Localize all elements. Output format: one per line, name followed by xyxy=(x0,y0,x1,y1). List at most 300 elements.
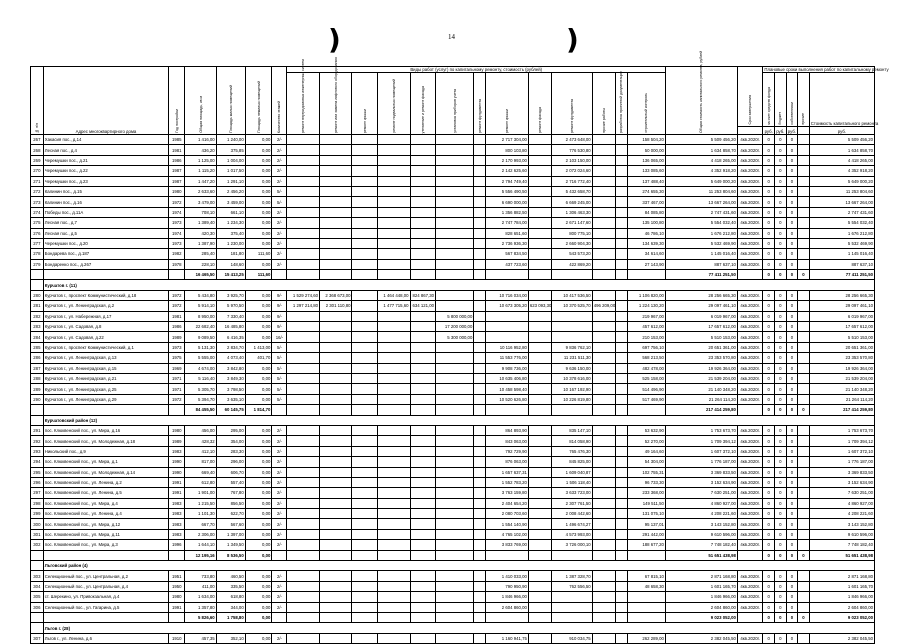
term-cell: 4кв.2020г. xyxy=(737,602,763,612)
year-cell: 1980 xyxy=(169,425,185,435)
area-total-cell: 412,10 xyxy=(185,446,216,456)
address-cell: Курчатов г., ул. Ленинградская, д.15 xyxy=(43,363,168,373)
work-cost-cell xyxy=(615,259,627,269)
subtotal-empty xyxy=(378,405,411,415)
term-cell: 4кв.2020г. xyxy=(737,633,763,643)
area-nonliving-cell: 0,00 xyxy=(245,373,272,383)
fund-cell: 0 xyxy=(775,259,787,269)
row-number: 280 xyxy=(31,290,44,300)
total-cell: 1 634 858,70 xyxy=(809,145,874,155)
term-cell: 4кв.2020г. xyxy=(737,301,763,311)
subtotal-total: 217 414 259,80 xyxy=(809,405,874,415)
address-cell: пос. Клюквенский пос., ул. Мира, д.4 xyxy=(43,498,168,508)
fund-cell: 0 xyxy=(786,353,798,363)
work-cost-cell xyxy=(627,602,665,612)
term-cell: 4кв.2020г. xyxy=(737,581,763,591)
work-cost-cell xyxy=(474,592,486,602)
work-cost-cell xyxy=(528,457,551,467)
work-cost-cell xyxy=(615,592,627,602)
section-header-row xyxy=(31,415,875,425)
area-total-cell: 1 115,20 xyxy=(185,166,216,176)
address-cell: Селекционный пос., ул. Центральная, д.4 xyxy=(43,581,168,591)
work-cost-cell xyxy=(410,457,436,467)
work-cost-cell xyxy=(615,529,627,539)
area-living-cell: 148,60 xyxy=(216,259,245,269)
total-cost-cell: 21 539 204,00 xyxy=(665,373,737,383)
work-cost-cell: 765 476,30 xyxy=(552,446,593,456)
table-row xyxy=(31,197,875,207)
year-cell: 1972 xyxy=(169,301,185,311)
work-cost-cell xyxy=(436,373,474,383)
total-cost-cell: 1 846 966,00 xyxy=(665,592,737,602)
subtotal-total: 9 023 052,00 xyxy=(809,612,874,622)
work-cost-cell: 1 552 783,20 xyxy=(485,477,528,487)
subtotal-empty xyxy=(378,270,411,280)
work-cost-cell xyxy=(319,477,352,487)
year-cell: 1910 xyxy=(169,633,185,643)
subtotal-empty xyxy=(287,270,320,280)
work-cost-cell xyxy=(528,207,551,217)
total-cell: 1 753 673,70 xyxy=(809,425,874,435)
area-total-cell: 817,00 xyxy=(185,457,216,467)
work-cost-cell: 567 834,50 xyxy=(485,249,528,259)
work-cost-cell: 517 469,90 xyxy=(627,394,665,404)
area-living-cell: 375,40 xyxy=(216,228,245,238)
year-cell: 1983 xyxy=(169,446,185,456)
total-cost-cell: 2 871 168,80 xyxy=(665,571,737,581)
row-number: 299 xyxy=(31,509,44,519)
total-cell: 1 607 372,10 xyxy=(809,446,874,456)
fund-cell: 0 xyxy=(763,176,775,186)
subtotal-empty xyxy=(474,550,486,560)
subtotal-empty xyxy=(352,550,378,560)
subtotal-empty xyxy=(287,612,320,622)
work-cost-cell xyxy=(319,446,352,456)
subtotal-fund: 0 xyxy=(775,270,787,280)
row-number: 295 xyxy=(31,467,44,477)
row-number: 279 xyxy=(31,259,44,269)
floors-cell: 5/- xyxy=(272,373,287,383)
area-nonliving-cell: 0,00 xyxy=(245,384,272,394)
address-cell: Хакасия пос., д.14 xyxy=(43,135,168,145)
work-cost-cell xyxy=(287,540,320,550)
area-living-cell: 344,00 xyxy=(216,602,245,612)
total-cell: 4 860 927,00 xyxy=(809,498,874,508)
work-cost-cell xyxy=(287,384,320,394)
fund-cell: 0 xyxy=(763,529,775,539)
subtotal-cost: 9 023 052,00 xyxy=(665,612,737,622)
work-cost-cell: 1 477 715,60 xyxy=(378,301,411,311)
total-cost-cell: 5 532 469,90 xyxy=(665,238,737,248)
work-cost-cell xyxy=(615,394,627,404)
floors-cell: 2/- xyxy=(272,436,287,446)
row-number: 307 xyxy=(31,633,44,643)
work-cost-cell xyxy=(528,384,551,394)
work-cost-cell xyxy=(378,633,411,643)
area-nonliving-cell: 0,00 xyxy=(245,166,272,176)
col-work-3-header: ремонт крыши xyxy=(352,73,378,135)
work-cost-cell xyxy=(528,529,551,539)
work-cost-cell xyxy=(528,176,551,186)
year-cell: 1950 xyxy=(169,581,185,591)
subtotal-empty xyxy=(485,405,528,415)
work-cost-cell xyxy=(287,238,320,248)
work-cost-cell xyxy=(615,322,627,332)
fund-cell: 0 xyxy=(775,633,787,643)
work-cost-cell: 824 867,30 xyxy=(410,290,436,300)
work-cost-cell xyxy=(319,498,352,508)
subtotal-total: 51 651 438,98 xyxy=(809,550,874,560)
work-cost-cell xyxy=(552,592,593,602)
floors-cell: 2/- xyxy=(272,477,287,487)
work-cost-cell xyxy=(592,145,615,155)
term-cell: 4кв.2020г. xyxy=(737,540,763,550)
work-cost-cell xyxy=(319,384,352,394)
total-cost-cell: 1 607 372,10 xyxy=(665,446,737,456)
work-cost-cell xyxy=(528,436,551,446)
work-cost-cell xyxy=(436,238,474,248)
row-number: 306 xyxy=(31,602,44,612)
fund-cell xyxy=(798,166,810,176)
area-living-cell: 335,50 xyxy=(216,581,245,591)
address-cell: Черемушки пос., д.21 xyxy=(43,155,168,165)
work-cost-cell xyxy=(528,592,551,602)
fund-cell xyxy=(798,529,810,539)
fund-cell xyxy=(798,425,810,435)
row-number: 292 xyxy=(31,436,44,446)
work-cost-cell: 219 967,00 xyxy=(627,311,665,321)
section-title: Льгов г. (28) xyxy=(43,623,874,633)
area-total-cell: 5 914,10 xyxy=(185,301,216,311)
area-total-cell: 1 447,20 xyxy=(185,176,216,186)
work-cost-cell xyxy=(287,633,320,643)
area-living-cell: 7 330,40 xyxy=(216,311,245,321)
work-cost-cell: 52 270,00 xyxy=(627,436,665,446)
work-cost-cell xyxy=(410,540,436,550)
total-cell: 20 651 361,00 xyxy=(809,342,874,352)
year-cell: 1972 xyxy=(169,290,185,300)
fund-cell: 0 xyxy=(775,332,787,342)
work-cost-cell xyxy=(352,155,378,165)
work-cost-cell xyxy=(410,384,436,394)
work-cost-cell: 634 121,00 xyxy=(410,301,436,311)
work-cost-cell xyxy=(352,166,378,176)
work-cost-cell xyxy=(410,581,436,591)
work-cost-cell xyxy=(592,176,615,186)
year-cell: 1986 xyxy=(169,322,185,332)
work-cost-cell: 131 075,10 xyxy=(627,509,665,519)
subtotal-fund: 0 xyxy=(798,612,810,622)
fund-cell: 0 xyxy=(786,498,798,508)
address-cell: Курчатов г., ул. Набережная, д.17 xyxy=(43,311,168,321)
work-cost-cell xyxy=(287,519,320,529)
work-cost-cell: 67 815,10 xyxy=(627,571,665,581)
work-cost-cell xyxy=(474,342,486,352)
fund-cell: 0 xyxy=(786,342,798,352)
total-cost-cell: 1 776 187,00 xyxy=(665,457,737,467)
fund-cell: 0 xyxy=(775,571,787,581)
fund-cell: 0 xyxy=(763,394,775,404)
work-cost-cell xyxy=(319,529,352,539)
area-living-cell: 1 349,50 xyxy=(216,540,245,550)
work-cost-cell xyxy=(410,197,436,207)
work-cost-cell xyxy=(319,332,352,342)
fund-cell: 0 xyxy=(763,290,775,300)
total-cell: 3 152 634,90 xyxy=(809,477,874,487)
table-row xyxy=(31,571,875,581)
term-cell: 4кв.2020г. xyxy=(737,467,763,477)
term-cell: 4кв.2020г. xyxy=(737,592,763,602)
work-cost-cell xyxy=(592,290,615,300)
work-cost-cell xyxy=(615,135,627,145)
work-cost-cell xyxy=(410,218,436,228)
work-cost-cell xyxy=(378,394,411,404)
address-cell: Никольский пос., д.9 xyxy=(43,446,168,456)
fund-cell: 0 xyxy=(775,197,787,207)
area-nonliving-cell: 0,00 xyxy=(245,301,272,311)
work-cost-cell xyxy=(410,249,436,259)
work-cost-cell: 5 800 000,00 xyxy=(436,311,474,321)
work-cost-cell: 2 307 761,50 xyxy=(552,498,593,508)
table-row xyxy=(31,145,875,155)
work-cost-cell xyxy=(474,311,486,321)
fund-cell: 0 xyxy=(763,249,775,259)
work-cost-cell xyxy=(436,498,474,508)
total-cost-cell: 1 676 212,80 xyxy=(665,228,737,238)
work-cost-cell: 457 612,00 xyxy=(627,322,665,332)
area-nonliving-cell: 0,00 xyxy=(245,633,272,643)
work-cost-cell xyxy=(378,186,411,196)
section-title: Льговский район (4) xyxy=(43,561,874,571)
work-cost-cell xyxy=(319,322,352,332)
fund-cell: 0 xyxy=(775,592,787,602)
work-cost-cell xyxy=(287,477,320,487)
area-nonliving-cell: 0,00 xyxy=(245,571,272,581)
total-cell: 29 097 461,10 xyxy=(809,301,874,311)
work-cost-cell xyxy=(378,311,411,321)
fund-cell: 0 xyxy=(775,373,787,383)
work-cost-cell xyxy=(615,446,627,456)
fund-cell: 0 xyxy=(775,446,787,456)
subtotal-empty xyxy=(352,270,378,280)
fund-cell: 0 xyxy=(775,176,787,186)
subtotal-fund: 0 xyxy=(786,550,798,560)
work-cost-cell: 2 080 703,60 xyxy=(485,509,528,519)
fund-cell: 0 xyxy=(763,633,775,643)
work-cost-cell xyxy=(615,498,627,508)
subtotal-cost: 77 411 251,50 xyxy=(665,270,737,280)
year-cell: 1989 xyxy=(169,436,185,446)
fund-cell: 0 xyxy=(786,457,798,467)
fund-cell: 0 xyxy=(786,373,798,383)
fund-cell: 0 xyxy=(775,581,787,591)
area-nonliving-cell: 0,00 xyxy=(245,457,272,467)
work-cost-cell xyxy=(436,436,474,446)
total-cell: 5 509 456,20 xyxy=(809,135,874,145)
fund-cell xyxy=(798,197,810,207)
work-cost-cell xyxy=(592,509,615,519)
subtotal-empty xyxy=(319,550,352,560)
work-cost-cell xyxy=(436,301,474,311)
area-nonliving-cell: 401,70 xyxy=(245,353,272,363)
work-cost-cell xyxy=(615,176,627,186)
work-cost-cell xyxy=(410,176,436,186)
area-total-cell: 669,40 xyxy=(185,467,216,477)
fund-cell: 0 xyxy=(786,197,798,207)
term-cell: 4кв.2020г. xyxy=(737,186,763,196)
subtotal-empty xyxy=(552,405,593,415)
fund-cell xyxy=(798,186,810,196)
fund-cell: 0 xyxy=(763,581,775,591)
total-cell: 1 601 165,70 xyxy=(809,581,874,591)
fund-cell: 0 xyxy=(775,384,787,394)
subtotal-empty xyxy=(737,550,763,560)
total-cell: 7 748 182,40 xyxy=(809,540,874,550)
work-cost-cell xyxy=(528,342,551,352)
fund-cell: 0 xyxy=(786,135,798,145)
subtotal-empty xyxy=(410,405,436,415)
total-cost-cell: 4 418 265,00 xyxy=(665,155,737,165)
work-cost-cell xyxy=(528,238,551,248)
work-cost-cell xyxy=(592,197,615,207)
area-living-cell: 1 234,30 xyxy=(216,218,245,228)
subtotal-fund: 0 xyxy=(763,270,775,280)
work-cost-cell xyxy=(592,467,615,477)
fund-cell: 0 xyxy=(763,155,775,165)
work-cost-cell xyxy=(378,228,411,238)
subtotal-empty xyxy=(592,550,615,560)
work-cost-cell xyxy=(410,602,436,612)
work-cost-cell xyxy=(615,218,627,228)
work-cost-cell: 845 825,00 xyxy=(552,457,593,467)
total-cost-cell: 887 637,10 xyxy=(665,259,737,269)
work-cost-cell xyxy=(615,311,627,321)
work-cost-cell: 2 660 904,30 xyxy=(552,238,593,248)
col-address-header: Адрес многоквартирного дома xyxy=(43,67,168,135)
floors-cell: 2/- xyxy=(272,135,287,145)
area-living-cell: 3 842,80 xyxy=(216,363,245,373)
area-living-cell: 622,70 xyxy=(216,509,245,519)
year-cell: 1983 xyxy=(169,509,185,519)
work-cost-cell xyxy=(319,353,352,363)
row-number: 301 xyxy=(31,529,44,539)
work-cost-cell xyxy=(592,571,615,581)
work-cost-cell xyxy=(615,467,627,477)
work-cost-cell xyxy=(436,155,474,165)
work-cost-cell xyxy=(319,592,352,602)
work-cost-cell xyxy=(378,353,411,363)
work-cost-cell xyxy=(592,166,615,176)
area-nonliving-cell: 0,00 xyxy=(245,207,272,217)
area-living-cell: 295,00 xyxy=(216,425,245,435)
area-total-cell: 420,30 xyxy=(185,228,216,238)
row-number: 289 xyxy=(31,384,44,394)
area-living-cell: 352,10 xyxy=(216,633,245,643)
subtotal-fund: 0 xyxy=(775,612,787,622)
work-cost-cell xyxy=(436,602,474,612)
work-cost-cell: 514 496,90 xyxy=(627,384,665,394)
area-living-cell: 856,50 xyxy=(216,498,245,508)
work-cost-cell: 136 065,00 xyxy=(627,155,665,165)
area-total-cell: 457,35 xyxy=(185,633,216,643)
work-cost-cell xyxy=(474,467,486,477)
work-cost-cell xyxy=(474,425,486,435)
work-cost-cell: 4 765 102,00 xyxy=(485,529,528,539)
work-cost-cell: 800 775,10 xyxy=(552,228,593,238)
work-cost-cell xyxy=(319,228,352,238)
work-cost-cell xyxy=(410,342,436,352)
work-cost-cell: 10 716 034,00 xyxy=(485,290,528,300)
work-cost-cell xyxy=(615,488,627,498)
work-cost-cell xyxy=(528,540,551,550)
fund-cell: 0 xyxy=(786,311,798,321)
subtotal-fund: 0 xyxy=(798,405,810,415)
col-work-11-header: прочие работы xyxy=(592,73,615,135)
work-cost-cell xyxy=(474,384,486,394)
total-cell: 17 657 612,00 xyxy=(809,322,874,332)
work-cost-cell xyxy=(592,228,615,238)
floors-cell: 2/- xyxy=(272,176,287,186)
work-cost-cell xyxy=(474,207,486,217)
table-row xyxy=(31,540,875,550)
row-number: 302 xyxy=(31,540,44,550)
work-cost-cell xyxy=(528,633,551,643)
work-cost-cell xyxy=(378,488,411,498)
row-number: 290 xyxy=(31,394,44,404)
subtotal-empty xyxy=(552,270,593,280)
work-cost-cell xyxy=(410,166,436,176)
table-row xyxy=(31,186,875,196)
area-nonliving-cell: 0,00 xyxy=(245,145,272,155)
term-cell: 4кв.2020г. xyxy=(737,529,763,539)
work-cost-cell xyxy=(592,394,615,404)
fund-cell xyxy=(798,519,810,529)
work-cost-cell: 11 231 511,30 xyxy=(552,353,593,363)
floors-cell: 2/- xyxy=(272,519,287,529)
table-row xyxy=(31,519,875,529)
work-cost-cell xyxy=(287,509,320,519)
fund-cell: 0 xyxy=(786,477,798,487)
fund-cell: 0 xyxy=(775,155,787,165)
work-cost-cell xyxy=(592,581,615,591)
subtotal-empty xyxy=(287,405,320,415)
year-cell: 1990 xyxy=(169,467,185,477)
fund-cell xyxy=(798,332,810,342)
subtotal-fund: 0 xyxy=(763,612,775,622)
subtotal-row xyxy=(31,405,875,415)
work-cost-cell: 137 488,40 xyxy=(627,176,665,186)
work-cost-cell xyxy=(436,477,474,487)
subtotal-empty xyxy=(474,612,486,622)
work-cost-cell xyxy=(592,218,615,228)
work-cost-cell xyxy=(352,592,378,602)
work-cost-cell xyxy=(436,540,474,550)
fund-cell xyxy=(798,602,810,612)
area-nonliving-cell: 0,00 xyxy=(245,176,272,186)
work-cost-cell xyxy=(528,581,551,591)
address-cell: Черемушки пос., д.23 xyxy=(43,176,168,186)
work-cost-cell xyxy=(287,592,320,602)
table-row xyxy=(31,457,875,467)
subtotal-empty xyxy=(474,405,486,415)
area-living-cell: 3 459,00 xyxy=(216,197,245,207)
subtotal-empty xyxy=(436,405,474,415)
area-living-cell: 16 485,80 xyxy=(216,322,245,332)
work-cost-cell xyxy=(410,259,436,269)
fund-cell xyxy=(798,373,810,383)
address-cell: пос. Клюквенский пос., ул. Ленина, д.2 xyxy=(43,477,168,487)
area-nonliving-cell: 0,00 xyxy=(245,394,272,404)
